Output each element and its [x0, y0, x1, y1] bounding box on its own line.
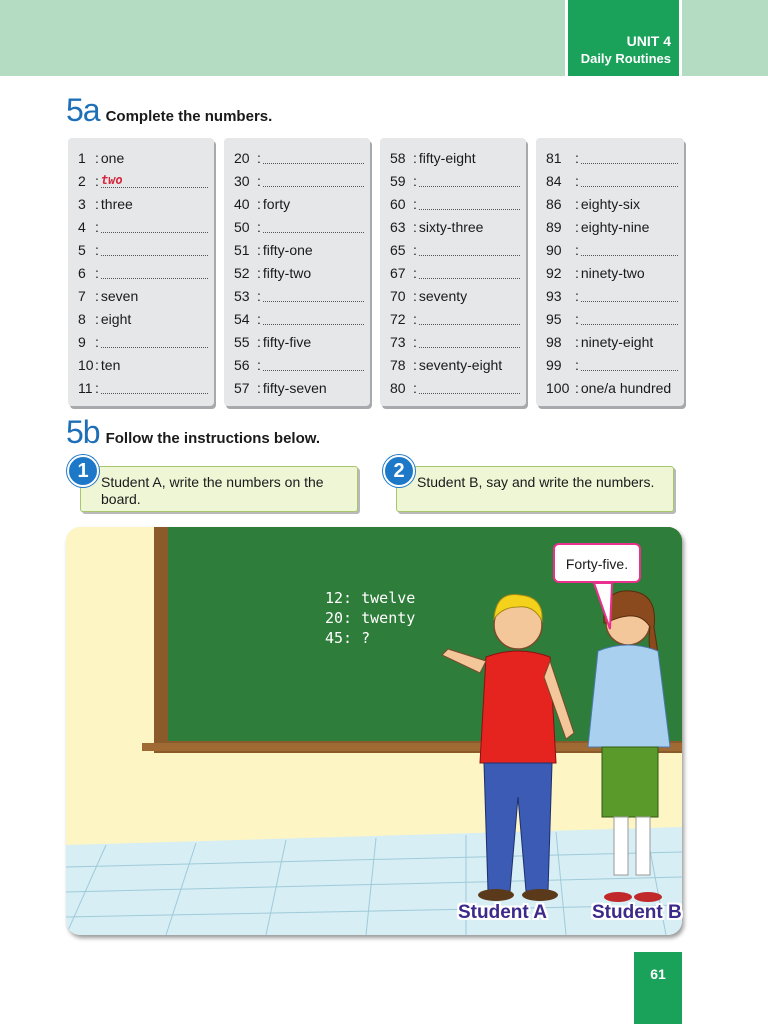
- answer-blank[interactable]: [101, 243, 208, 256]
- separator: :: [575, 310, 579, 327]
- number-value: 10: [78, 356, 94, 373]
- number-row: [390, 284, 526, 307]
- separator: :: [413, 310, 417, 327]
- number-value: 89: [546, 218, 562, 235]
- separator: :: [575, 264, 579, 281]
- answer-blank[interactable]: [419, 266, 520, 279]
- number-row: [390, 238, 526, 261]
- number-value: 56: [234, 356, 250, 373]
- answer-blank[interactable]: [419, 335, 520, 348]
- separator: :: [95, 241, 99, 258]
- number-row: [234, 169, 370, 192]
- separator: :: [257, 149, 261, 166]
- number-row: [234, 376, 370, 399]
- separator: :: [575, 287, 579, 304]
- number-row: [234, 261, 370, 284]
- separator: :: [257, 172, 261, 189]
- number-value: 63: [390, 218, 406, 235]
- separator: :: [257, 310, 261, 327]
- answer-blank[interactable]: [263, 358, 364, 371]
- separator: :: [413, 287, 417, 304]
- separator: :: [413, 172, 417, 189]
- number-row: [546, 284, 684, 307]
- number-row: [390, 376, 526, 399]
- page-number: 61: [634, 952, 682, 1024]
- unit-tab: [565, 0, 682, 76]
- board-writing: [325, 588, 415, 648]
- number-word: three: [100, 195, 133, 212]
- number-value: 98: [546, 333, 562, 350]
- number-value: 72: [390, 310, 406, 327]
- instruction-text: Student B, say and write the numbers.: [417, 474, 655, 490]
- number-word: seventy: [418, 287, 468, 304]
- answer-blank[interactable]: [581, 312, 678, 325]
- number-value: 7: [78, 287, 86, 304]
- separator: :: [257, 195, 261, 212]
- number-word: ninety-two: [580, 264, 645, 281]
- number-value: 5: [78, 241, 86, 258]
- number-value: 8: [78, 310, 86, 327]
- answer-blank[interactable]: [263, 312, 364, 325]
- number-word: fifty-one: [262, 241, 313, 258]
- number-word: fifty-seven: [262, 379, 327, 396]
- answer-blank[interactable]: [263, 220, 364, 233]
- separator: :: [575, 356, 579, 373]
- number-row: [234, 192, 370, 215]
- instruction-text: Student A, write the numbers on the board.: [101, 474, 324, 507]
- number-word: ninety-eight: [580, 333, 654, 350]
- number-value: 9: [78, 333, 86, 350]
- number-value: 60: [390, 195, 406, 212]
- number-value: 1: [78, 149, 86, 166]
- number-value: 81: [546, 149, 562, 166]
- exercise-title: Complete the numbers.: [105, 108, 273, 125]
- number-value: 3: [78, 195, 86, 212]
- number-row: [78, 169, 214, 192]
- number-row: [546, 353, 684, 376]
- number-row: [78, 330, 214, 353]
- number-row: [234, 284, 370, 307]
- number-value: 93: [546, 287, 562, 304]
- separator: :: [257, 379, 261, 396]
- heading-5b: [66, 414, 320, 451]
- number-value: 73: [390, 333, 406, 350]
- number-row: [234, 215, 370, 238]
- exercise-number: 5a: [66, 92, 100, 128]
- answer-blank[interactable]: [419, 312, 520, 325]
- separator: :: [413, 333, 417, 350]
- number-row: [78, 261, 214, 284]
- number-value: 99: [546, 356, 562, 373]
- number-value: 51: [234, 241, 250, 258]
- number-word: ten: [100, 356, 121, 373]
- number-word: seventy-eight: [418, 356, 503, 373]
- number-row: [78, 238, 214, 261]
- separator: :: [413, 195, 417, 212]
- unit-topic: Daily Routines: [580, 51, 671, 66]
- separator: :: [257, 241, 261, 258]
- number-row: [78, 307, 214, 330]
- separator: :: [575, 218, 579, 235]
- number-row: [234, 238, 370, 261]
- unit-label: UNIT 4: [626, 33, 671, 49]
- separator: :: [257, 218, 261, 235]
- instruction-box-1: [80, 466, 358, 512]
- separator: :: [575, 149, 579, 166]
- number-row: [390, 353, 526, 376]
- number-row: [78, 192, 214, 215]
- number-value: 50: [234, 218, 250, 235]
- number-row: [390, 330, 526, 353]
- number-value: 54: [234, 310, 250, 327]
- number-value: 67: [390, 264, 406, 281]
- number-value: 92: [546, 264, 562, 281]
- exercise-number: 5b: [66, 414, 100, 450]
- separator: :: [95, 264, 99, 281]
- number-row: [390, 169, 526, 192]
- answer-blank[interactable]: [581, 174, 678, 187]
- number-row: [546, 192, 684, 215]
- answer-blank[interactable]: [419, 243, 520, 256]
- separator: :: [95, 195, 99, 212]
- answer-blank[interactable]: [263, 289, 364, 302]
- number-row: [78, 215, 214, 238]
- number-word: eight: [100, 310, 132, 327]
- number-word: forty: [262, 195, 291, 212]
- answer-blank[interactable]: [581, 151, 678, 164]
- separator: :: [95, 149, 99, 166]
- answer-blank[interactable]: [581, 358, 678, 371]
- numbers-column-2: [224, 138, 370, 406]
- number-word: one: [100, 149, 125, 166]
- separator: :: [257, 356, 261, 373]
- instruction-box-2: [396, 466, 674, 512]
- number-value: 57: [234, 379, 250, 396]
- number-value: 52: [234, 264, 250, 281]
- number-value: 59: [390, 172, 406, 189]
- separator: :: [413, 379, 417, 396]
- answer-blank[interactable]: [419, 381, 520, 394]
- number-row: [546, 330, 684, 353]
- number-row: [390, 215, 526, 238]
- number-word: eighty-nine: [580, 218, 650, 235]
- number-row: [78, 146, 214, 169]
- number-value: 100: [546, 379, 570, 396]
- number-word: eighty-six: [580, 195, 641, 212]
- separator: :: [95, 218, 99, 235]
- number-row: [390, 307, 526, 330]
- separator: :: [575, 172, 579, 189]
- number-value: 70: [390, 287, 406, 304]
- number-row: [78, 376, 214, 399]
- answer-blank[interactable]: [581, 289, 678, 302]
- separator: :: [413, 241, 417, 258]
- label-student-b: Student B: [592, 902, 682, 923]
- number-value: 11: [78, 379, 93, 396]
- separator: :: [257, 333, 261, 350]
- number-row: [78, 284, 214, 307]
- number-value: 6: [78, 264, 86, 281]
- numbers-column-1: [68, 138, 214, 406]
- separator: :: [575, 333, 579, 350]
- separator: :: [413, 218, 417, 235]
- number-value: 80: [390, 379, 406, 396]
- answer-blank[interactable]: [101, 266, 208, 279]
- answer-blank[interactable]: [263, 174, 364, 187]
- separator: :: [413, 149, 417, 166]
- number-value: 20: [234, 149, 250, 166]
- separator: :: [95, 356, 99, 373]
- number-row: [234, 307, 370, 330]
- number-value: 86: [546, 195, 562, 212]
- tiled-floor: [66, 827, 682, 935]
- separator: :: [575, 241, 579, 258]
- number-value: 55: [234, 333, 250, 350]
- number-value: 2: [78, 172, 86, 189]
- separator: :: [257, 264, 261, 281]
- separator: :: [95, 287, 99, 304]
- number-value: 84: [546, 172, 562, 189]
- separator: :: [95, 172, 99, 189]
- number-row: [546, 307, 684, 330]
- answer-blank[interactable]: [101, 335, 208, 348]
- board-line: 20: twenty: [325, 609, 416, 627]
- number-row: [546, 261, 684, 284]
- numbers-column-4: [536, 138, 684, 406]
- answer-blank[interactable]: [419, 197, 520, 210]
- number-value: 4: [78, 218, 86, 235]
- answer-blank[interactable]: [101, 220, 208, 233]
- separator: :: [257, 287, 261, 304]
- separator: :: [413, 264, 417, 281]
- number-value: 30: [234, 172, 250, 189]
- answer-blank[interactable]: [101, 381, 208, 394]
- number-row: [546, 376, 684, 399]
- number-word: fifty-two: [262, 264, 312, 281]
- answer-blank[interactable]: [419, 174, 520, 187]
- number-row: [390, 192, 526, 215]
- number-value: 65: [390, 241, 406, 258]
- label-student-a: Student A: [458, 902, 548, 923]
- separator: :: [95, 333, 99, 350]
- number-row: [546, 238, 684, 261]
- speech-bubble: Forty-five.: [553, 543, 641, 583]
- number-word: fifty-five: [262, 333, 312, 350]
- number-row: [390, 146, 526, 169]
- exercise-title: Follow the instructions below.: [105, 430, 321, 447]
- separator: :: [413, 356, 417, 373]
- number-row: [78, 353, 214, 376]
- answer-blank[interactable]: [581, 243, 678, 256]
- number-value: 78: [390, 356, 406, 373]
- separator: :: [95, 379, 99, 396]
- answer-blank[interactable]: [263, 151, 364, 164]
- step-badge-1: 1: [67, 455, 99, 487]
- number-row: [546, 169, 684, 192]
- step-badge-2: 2: [383, 455, 415, 487]
- separator: :: [575, 379, 579, 396]
- number-row: [234, 330, 370, 353]
- handwritten-answer[interactable]: two: [101, 173, 208, 188]
- board-line: 12: twelve: [325, 589, 416, 607]
- number-row: [234, 146, 370, 169]
- number-row: [234, 353, 370, 376]
- number-value: 58: [390, 149, 406, 166]
- number-value: 95: [546, 310, 562, 327]
- number-row: [546, 146, 684, 169]
- number-word: fifty-eight: [418, 149, 476, 166]
- separator: :: [575, 195, 579, 212]
- number-value: 90: [546, 241, 562, 258]
- number-word: one/a hundred: [580, 379, 672, 396]
- number-value: 53: [234, 287, 250, 304]
- separator: :: [95, 310, 99, 327]
- numbers-column-3: [380, 138, 526, 406]
- number-word: seven: [100, 287, 139, 304]
- board-line: 45: ?: [325, 629, 371, 647]
- number-row: [390, 261, 526, 284]
- number-value: 40: [234, 195, 250, 212]
- number-word: sixty-three: [418, 218, 484, 235]
- heading-5a: [66, 92, 272, 129]
- number-row: [546, 215, 684, 238]
